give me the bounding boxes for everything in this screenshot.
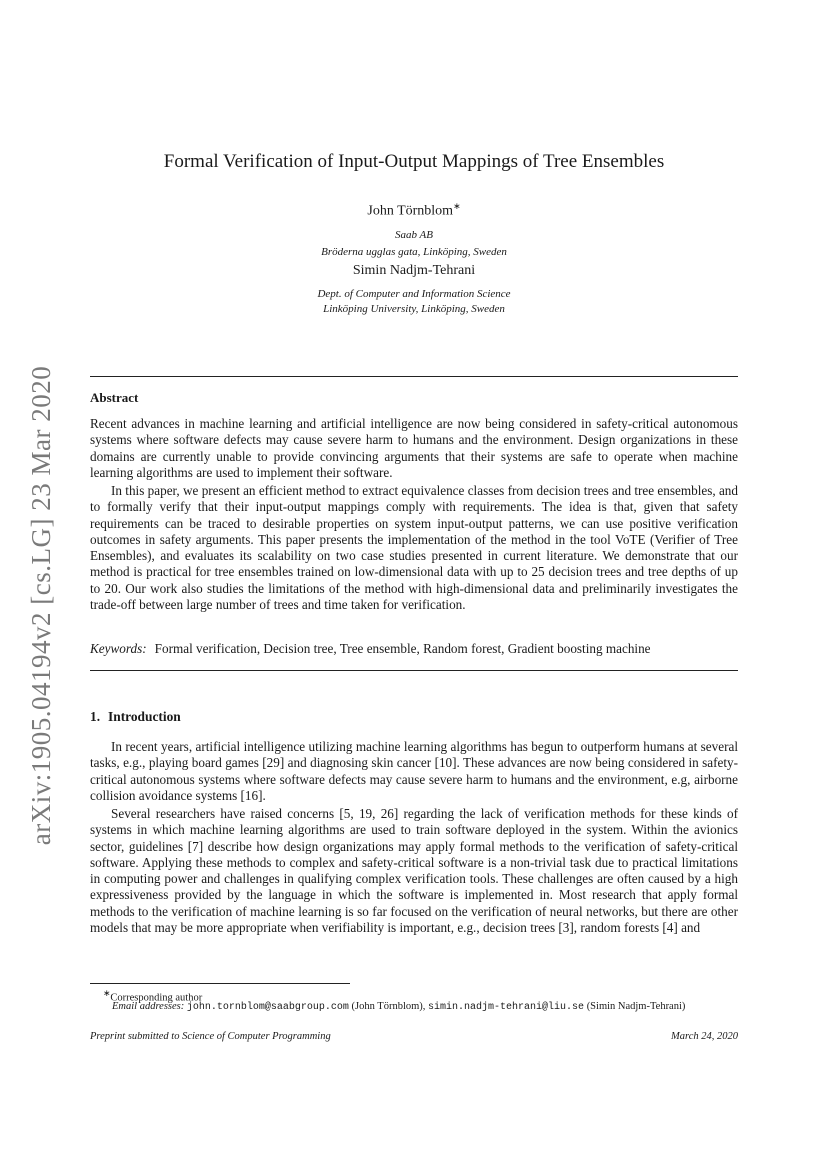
intro-paragraph-2: Several researchers have raised concerns [5, 19, 26] regarding the lack of verification methods for these kinds of systems in which machine learning algorithms are used to train software deployed in the system. Within the avionics sector, guidelines [7] describe how design organizations may apply formal methods to the verification of safety-critical software. Applying these methods to complex and safety-critical software is a non-trivial task due to practical limitations in computing power and challenges in qualifying complex verification tools. These challenges are often caused by a high expressiveness provided by the language in which the software is implemented in. Most research that apply formal methods to the verification of machine learning is so far focused on the verification of neural networks, but there are other models that may be more appropriate when verifiability is important, e.g., decision trees [3], random forests [4] and: [90, 806, 738, 936]
footnote-marker: ∗: [103, 988, 111, 998]
arxiv-identifier-text: arXiv:1905.04194v2 [cs.LG] 23 Mar 2020: [26, 365, 57, 845]
section-heading: [90, 709, 181, 725]
abstract-top-rule: [90, 376, 738, 377]
author-affiliation: Bröderna ugglas gata, Linköping, Sweden: [321, 245, 507, 258]
author-affiliation: Linköping University, Linköping, Sweden: [323, 303, 505, 315]
email-label: Email addresses:: [112, 1001, 185, 1012]
keywords-list: Formal verification, Decision tree, Tree ensemble, Random forest, Gradient boosting machine: [154, 641, 651, 656]
author-affiliation: Saab AB: [395, 228, 433, 241]
abstract-bottom-rule: [90, 670, 738, 671]
keywords-label: Keywords:: [90, 641, 147, 656]
author-affiliation: Dept. of Computer and Information Science: [317, 288, 511, 300]
preprint-note: Preprint submitted to Science of Computer Programming: [90, 1031, 331, 1042]
preprint-date: March 24, 2020: [671, 1031, 738, 1042]
author-block-2: [90, 262, 738, 317]
author-name: Simin Nadjm-Tehrani: [352, 263, 476, 278]
section-title: Introduction: [108, 709, 181, 724]
corresponding-marker: ∗: [453, 201, 461, 211]
footnote-emails: [112, 1000, 762, 1015]
section-number: 1.: [90, 709, 101, 724]
author-block-1: [90, 197, 738, 260]
intro-paragraph-1: In recent years, artificial intelligence utilizing machine learning algorithms has begun to outperform humans at several tasks, e.g., playing board games [29] and diagnosing skin cancer [10]. These advances are now being considered in safety-critical autonomous systems where software defects may cause severe harm to humans and the environment, e.g, airborne collision avoidance systems [16].: [90, 739, 738, 803]
footnote-text: Corresponding author: [110, 992, 203, 1004]
arxiv-identifier: [18, 355, 66, 855]
footnote-rule: [90, 983, 350, 984]
preprint-footer: [90, 1031, 738, 1042]
email-owner-1: (John Törnblom),: [351, 1001, 426, 1012]
abstract-paragraph-2: In this paper, we present an efficient method to extract equivalence classes from decision trees and tree ensembles, and to formally verify that their input-output mappings comply with requirements. The idea is that, given that safety requirements can be traced to desirable properties on system input-output patterns, we can use positive verification outcomes in safety arguments. This paper presents the implementation of the method in the tool VoTE (Verifier of Tree Ensembles), and evaluates its scalability on two case studies presented in current literature. We demonstrate that our method is practical for tree ensembles trained on low-dimensional data with up to 25 decision trees and tree depths of up to 20. Our work also studies the limitations of the method with high-dimensional data and preliminarily investigates the trade-off between large number of trees and time taken for verification.: [90, 483, 738, 613]
abstract-paragraph-1: Recent advances in machine learning and artificial intelligence are now being considered in safety-critical autonomous systems where software defects may cause severe harm to humans and the environment. Design organizations in these domains are currently unable to provide convincing arguments that their systems are safe to operate when machine learning algorithms are used to implement their software.: [90, 416, 738, 480]
email-link-2[interactable]: simin.nadjm-tehrani@liu.se: [428, 1002, 585, 1013]
abstract-heading: Abstract: [90, 390, 139, 405]
author-name: John Törnblom∗: [367, 201, 461, 219]
email-link-1[interactable]: john.tornblom@saabgroup.com: [186, 1002, 349, 1013]
email-owner-2: (Simin Nadjm-Tehrani): [586, 1001, 686, 1012]
paper-title: Formal Verification of Input-Output Mappings of Tree Ensembles: [163, 151, 665, 172]
keywords-line: [90, 641, 738, 657]
